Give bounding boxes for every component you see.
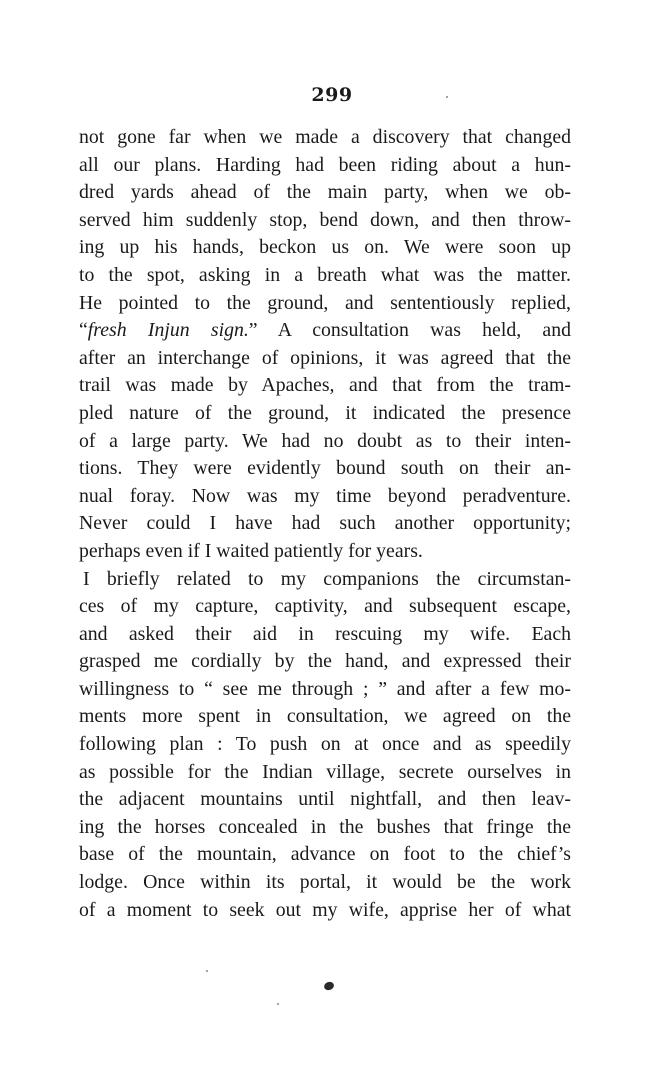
text-line: the adjacent mountains until nightfall, and then leav- — [79, 788, 571, 811]
text-line: and asked their aid in rescuing my wife. Each — [79, 622, 571, 645]
text-line: ing the horses concealed in the bushes that fringe the — [79, 815, 571, 838]
text-line: all our plans. Harding had been riding about a hun- — [79, 153, 571, 176]
text-line: to the spot, asking in a breath what was the matter. — [79, 263, 571, 286]
text-line: not gone far when we made a discovery that changed — [79, 126, 571, 148]
text-line: trail was made by Apaches, and that from the tram- — [79, 374, 571, 397]
text-line: perhaps even if I waited patiently for years. — [79, 539, 423, 562]
text-line: lodge. Once within its portal, it would be the work — [79, 871, 571, 894]
text-line: following plan : To push on at once and as speedily — [79, 733, 571, 756]
text-line: grasped me cordially by the hand, and expressed their — [79, 650, 571, 673]
text-line: after an interchange of opinions, it was agreed that the — [79, 346, 571, 369]
body-text — [79, 124, 571, 924]
text-line: Never could I have had such another opportunity; — [79, 512, 571, 535]
quote-rest: A consultation was held, and — [277, 319, 571, 342]
text-line: nual foray. Now was my time beyond peradventure. — [79, 484, 571, 507]
text-line: ing up his hands, beckon us on. We were soon up — [79, 236, 571, 259]
text-line: pled nature of the ground, it indicated the presence — [79, 401, 571, 424]
paragraph — [79, 124, 571, 566]
text-line: He pointed to the ground, and sententiously replied, — [79, 291, 571, 314]
text-line: I briefly related to my companions the circumstan- — [83, 567, 571, 590]
italic-quote: fresh Injun sign. — [87, 319, 249, 342]
paper-speck — [277, 1003, 279, 1005]
text-line-quote — [79, 317, 571, 345]
paper-speck — [206, 970, 208, 972]
paper-speck — [446, 96, 448, 98]
text-line: dred yards ahead of the main party, when we ob- — [79, 181, 571, 204]
text-line: of a large party. We had no doubt as to their inten- — [79, 429, 571, 452]
quote-close: ” — [248, 319, 258, 342]
text-line: tions. They were evidently bound south on their an- — [79, 457, 571, 480]
text-line: ces of my capture, captivity, and subsequent escape, — [79, 595, 571, 618]
text-line: ments more spent in consultation, we agreed on the — [79, 705, 571, 728]
page-number: 299 — [311, 84, 353, 106]
text-line: of a moment to seek out my wife, apprise her of what — [79, 898, 571, 921]
ink-blot-ornament — [323, 981, 335, 992]
paragraph — [79, 566, 571, 925]
text-line: as possible for the Indian village, secrete ourselves in — [79, 760, 571, 783]
text-line: base of the mountain, advance on foot to the chief’s — [79, 843, 571, 866]
text-line: willingness to “ see me through ; ” and after a few mo- — [79, 677, 571, 700]
text-line: served him suddenly stop, bend down, and then throw- — [79, 208, 571, 231]
quote-open: “ — [79, 319, 88, 342]
